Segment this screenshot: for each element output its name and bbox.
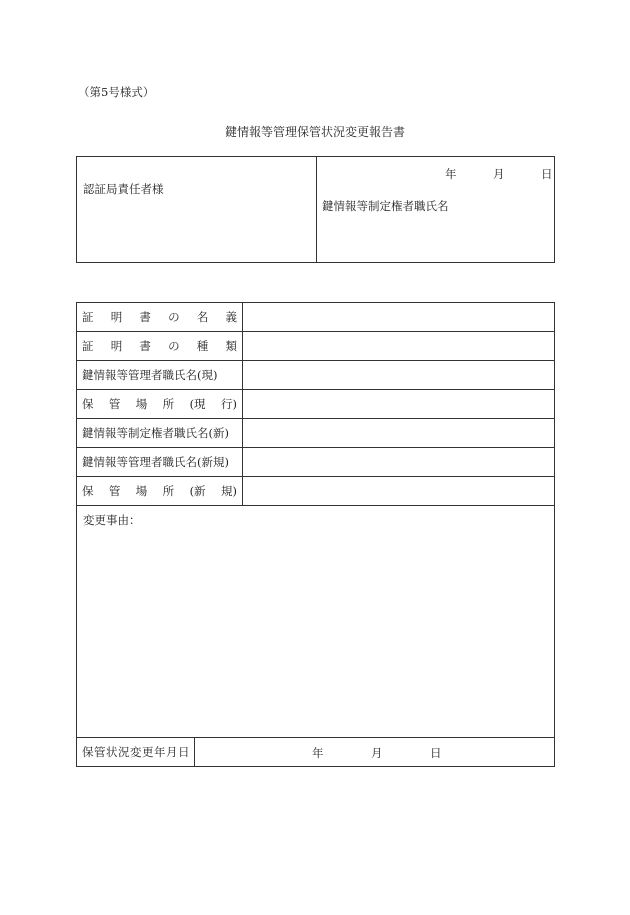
row-label — [77, 303, 243, 331]
row-label-text — [82, 396, 237, 412]
row-value-field[interactable] — [243, 361, 554, 389]
row-label-part: の — [168, 339, 180, 353]
change-date-day-label: 日 — [430, 746, 442, 760]
row-label-text — [82, 483, 237, 499]
table-row — [77, 390, 554, 419]
row-value-field[interactable] — [243, 477, 554, 505]
row-label-part: 所 — [162, 397, 175, 411]
row-label — [77, 419, 243, 447]
reason-input[interactable] — [83, 530, 548, 733]
row-value-field[interactable] — [243, 390, 554, 418]
table-row — [77, 332, 554, 361]
table-row — [77, 419, 554, 448]
row-value-field[interactable] — [243, 448, 554, 476]
change-date-month-label: 月 — [371, 746, 383, 760]
row-label-part: の — [168, 310, 180, 324]
document-title: 鍵情報等管理保管状況変更報告書 — [224, 125, 405, 139]
row-label-part: 明 — [110, 310, 123, 324]
table-row — [77, 361, 554, 390]
change-date-cells[interactable] — [195, 738, 554, 766]
row-label-part: 義 — [225, 310, 237, 324]
reason-label: 変更事由： — [83, 513, 141, 527]
row-label-text: 鍵情報等制定権者職氏名(新) — [82, 426, 229, 440]
row-label-part: 規) — [220, 484, 237, 498]
row-label-part: 保 — [82, 397, 94, 411]
header-box — [76, 156, 555, 263]
table-row — [77, 303, 554, 332]
row-label — [77, 448, 243, 476]
row-label-part: 場 — [135, 397, 148, 411]
table-row — [77, 477, 554, 506]
change-date-row — [77, 738, 554, 766]
row-label-part: 名 — [196, 310, 209, 324]
row-label-part: 証 — [82, 310, 94, 324]
row-label-part: 明 — [110, 339, 123, 353]
row-label-part: 書 — [139, 310, 151, 324]
row-label-part: (新 — [189, 484, 206, 498]
row-label-text: 鍵情報等管理者職氏名(新規) — [82, 455, 229, 469]
row-label-text — [82, 309, 237, 325]
change-date-label: 保管状況変更年月日 — [77, 738, 195, 766]
row-label — [77, 477, 243, 505]
row-label-part: 場 — [135, 484, 148, 498]
header-divider — [316, 157, 317, 262]
row-label-part: 管 — [108, 397, 121, 411]
row-value-field[interactable] — [243, 303, 554, 331]
report-date-year-label: 年 — [445, 167, 457, 181]
table-row — [77, 448, 554, 477]
reason-area — [77, 508, 554, 738]
row-value-field[interactable] — [243, 332, 554, 360]
row-label-text: 鍵情報等管理者職氏名(現) — [82, 368, 218, 382]
row-label-part: 種 — [196, 339, 209, 353]
report-date-month-label: 月 — [493, 167, 505, 181]
row-label-part: 保 — [82, 484, 94, 498]
row-label-part: 類 — [225, 339, 237, 353]
report-date-day-label: 日 — [541, 167, 553, 181]
row-label-text — [82, 338, 237, 354]
recipient-label: 認証局責任者様 — [83, 182, 164, 196]
row-label — [77, 390, 243, 418]
details-table — [76, 302, 555, 767]
applicant-label: 鍵情報等制定権者職氏名 — [322, 199, 449, 213]
row-value-field[interactable] — [243, 419, 554, 447]
row-label — [77, 332, 243, 360]
row-label-part: 管 — [108, 484, 121, 498]
row-label — [77, 361, 243, 389]
row-label-part: 所 — [162, 484, 175, 498]
row-label-part: (現 — [189, 397, 206, 411]
row-label-part: 書 — [139, 339, 151, 353]
change-date-year-label: 年 — [312, 746, 324, 760]
row-label-part: 証 — [82, 339, 94, 353]
form-number: （第5号様式） — [78, 85, 155, 99]
report-date — [445, 166, 553, 180]
row-label-part: 行) — [220, 397, 237, 411]
